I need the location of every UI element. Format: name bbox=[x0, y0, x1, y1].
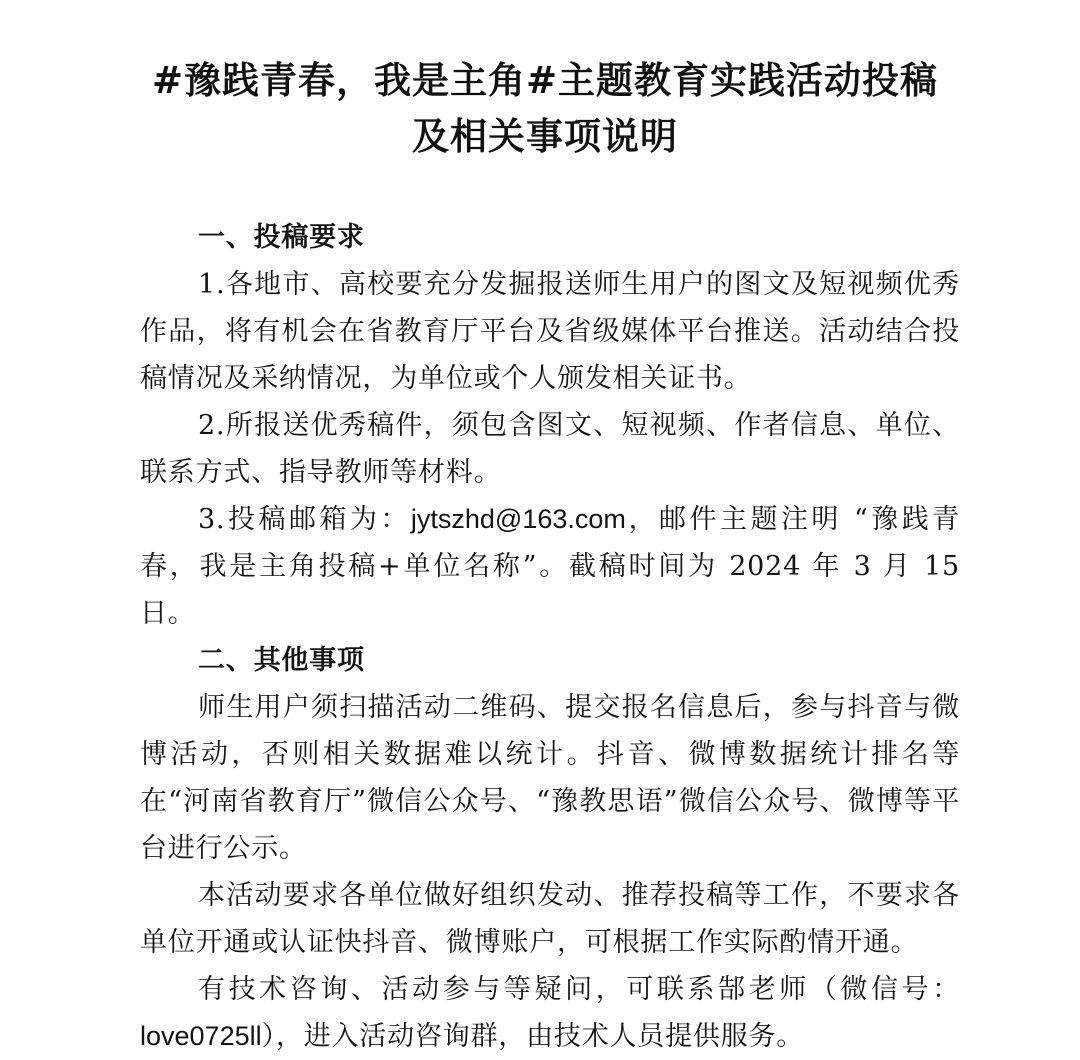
document-title bbox=[130, 52, 960, 164]
title-line-2: 及相关事项说明 bbox=[412, 114, 678, 158]
submission-item-2: 2.所报送优秀稿件，须包含图文、短视频、作者信息、单位、联系方式、指导教师等材料。 bbox=[140, 410, 960, 488]
other-para-1: 师生用户须扫描活动二维码、提交报名信息后，参与抖音与微博活动，否则相关数据难以统计。抖音、微博数据统计排名等在“河南省教育厅”微信公众号、“豫教思语”微信公众号、微博等平台进行公示。 bbox=[140, 692, 960, 864]
section-heading-other: 二、其他事项 bbox=[198, 645, 365, 676]
section-heading-submission: 一、投稿要求 bbox=[198, 222, 365, 253]
document-body bbox=[140, 214, 960, 1060]
title-line-1: #豫践青春，我是主角#主题教育实践活动投稿 bbox=[151, 58, 938, 102]
other-para-2: 本活动要求各单位做好组织发动、推荐投稿等工作，不要求各单位开通或认证快抖音、微博账户，可根据工作实际酌情开通。 bbox=[140, 880, 960, 958]
other-para-3-suffix: ），进入活动咨询群，由技术人员提供服务。 bbox=[261, 1021, 805, 1052]
submission-email: jytszhd@163.com bbox=[410, 504, 626, 534]
submission-item-3-suffix: ，邮件主题注明 “豫践青春，我是主角投稿+单位名称”。截稿时间为 2024 年 3 月 15 日。 bbox=[140, 504, 960, 629]
submission-item-3 bbox=[140, 496, 960, 637]
submission-item-1: 1.各地市、高校要充分发掘报送师生用户的图文及短视频优秀作品，将有机会在省教育厅平台及省级媒体平台推送。活动结合投稿情况及采纳情况，为单位或个人颁发相关证书。 bbox=[140, 269, 960, 394]
submission-item-3-prefix: 3.投稿邮箱为： bbox=[198, 504, 411, 535]
other-para-3-prefix: 有技术咨询、活动参与等疑问，可联系郜老师（微信号： bbox=[198, 974, 960, 1005]
other-para-3 bbox=[140, 966, 960, 1060]
wechat-id: love0725ll bbox=[140, 1021, 262, 1051]
